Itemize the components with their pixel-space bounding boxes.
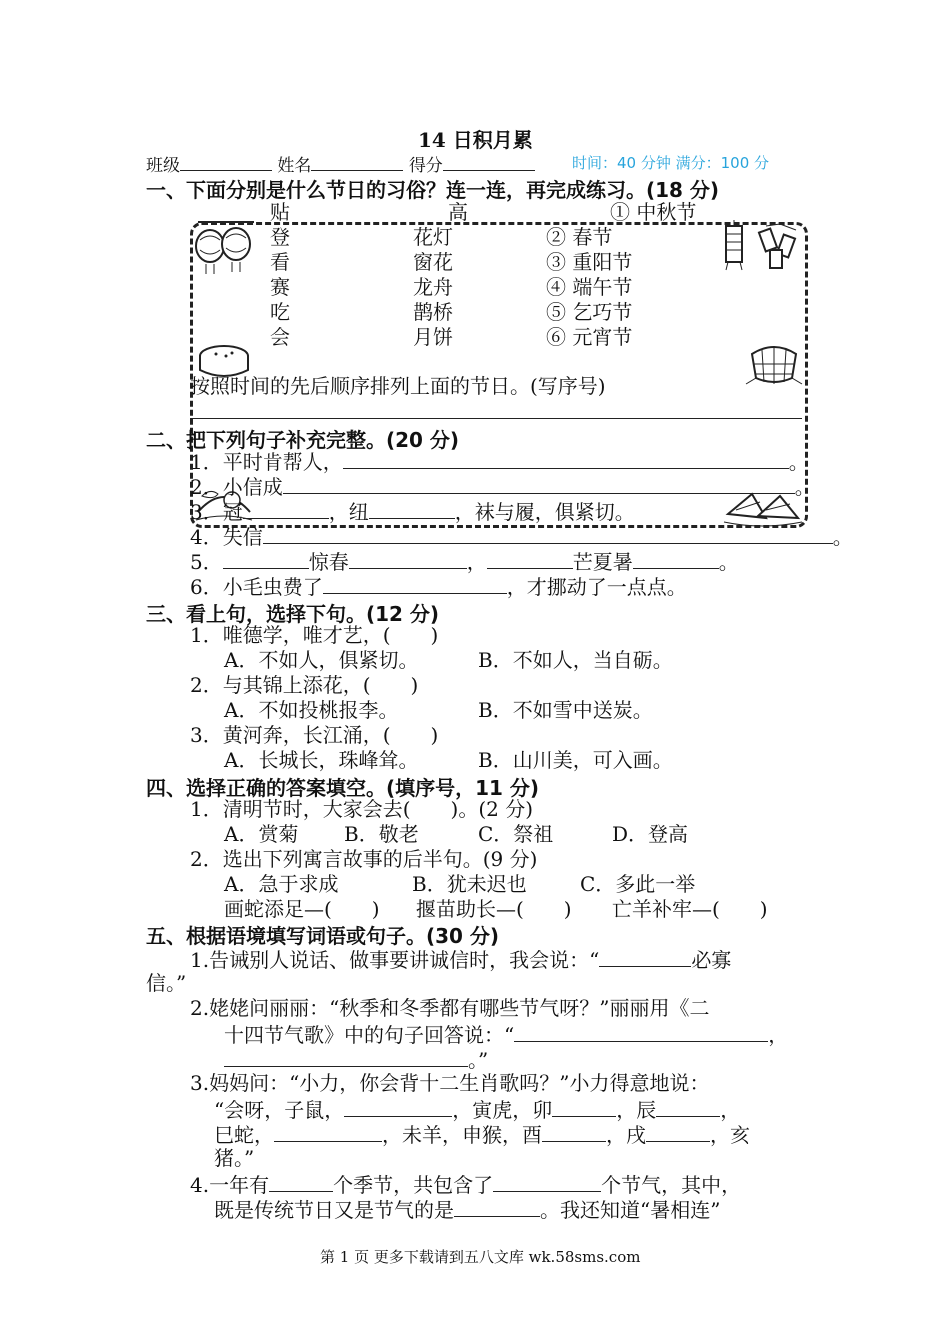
s5-q4-line-2 <box>214 1196 720 1223</box>
match-word: 贴 <box>270 200 290 224</box>
section-5-heading: 五、根据语境填写词语或句子。(30 分) <box>146 924 500 948</box>
match-word: 看 <box>270 250 290 274</box>
time-score-info: 时间：40 分钟 满分：100 分 <box>572 154 770 172</box>
lantern-icon <box>192 218 262 276</box>
s4-q1-option: D．登高 <box>612 822 689 846</box>
score-blank[interactable] <box>443 150 535 171</box>
s2-q2-blank[interactable] <box>283 473 795 494</box>
s5-q3-text-b: “会呀，子鼠， <box>214 1098 345 1122</box>
match-col-1 <box>270 200 290 350</box>
s3-q3-option-a: A．长城长，珠峰耸。 <box>224 748 419 772</box>
match-word: 高 <box>448 200 468 224</box>
match-col-3 <box>546 200 696 350</box>
score-label: 得分 <box>408 156 443 176</box>
s5-q3-text-c: ，寅虎，卯 <box>452 1098 553 1122</box>
match-word: 登 <box>270 225 290 249</box>
s2-q4-text: 4．失信 <box>190 525 263 549</box>
section-4-heading: 四、选择正确的答案填空。(填序号，11 分) <box>146 776 540 800</box>
s4-q1-option: A．赏菊 <box>224 822 299 846</box>
s2-q1 <box>190 448 809 475</box>
s2-q4 <box>190 523 853 550</box>
name-blank[interactable] <box>311 150 403 171</box>
s3-q2-option-a: A．不如投桃报李。 <box>224 698 399 722</box>
s5-q4-text-e: 。我还知道“暑相连” <box>540 1198 721 1222</box>
s3-q3: 3．黄河奔，长江涌，( ) <box>190 723 439 747</box>
match-word: 花灯 <box>413 225 453 249</box>
festival-option: ① 中秋节 <box>610 200 697 224</box>
lantern-basket-icon <box>742 340 806 390</box>
order-answer-line[interactable] <box>190 418 802 419</box>
festival-option: ② 春节 <box>546 225 613 249</box>
s5-q3-line-2 <box>214 1096 740 1123</box>
s2-q6-text-a: 6．小毛虫费了 <box>190 575 323 599</box>
s2-q2-end: 。 <box>794 475 815 499</box>
s4-q2-blank: 揠苗助长—( ) <box>416 897 572 921</box>
s5-q1-line-1 <box>190 946 731 973</box>
s2-q2-text: 2．小信成 <box>190 475 283 499</box>
s5-q3-text-h: ，戌 <box>606 1123 646 1147</box>
s5-q2-blank-1[interactable] <box>514 1021 768 1042</box>
s4-q2-option: C．多此一举 <box>580 872 696 896</box>
s4-q2-option: A．急于求成 <box>224 872 339 896</box>
student-info-line <box>146 150 535 176</box>
match-word: 窗花 <box>413 250 453 274</box>
s5-q2-line-3 <box>224 1046 488 1073</box>
s3-q1: 1．唯德学，唯才艺，( ) <box>190 623 439 647</box>
s2-q5-text-e: 。 <box>718 550 739 574</box>
s5-q3-blank-6[interactable] <box>646 1121 710 1142</box>
s5-q3-line-1: 3.妈妈问：“小力，你会背十二生肖歌吗？”小力得意地说： <box>190 1071 710 1095</box>
s2-q5-text-b: 惊春 <box>308 550 349 574</box>
s3-q1-option-b: B．不如人，当自砺。 <box>478 648 673 672</box>
s5-q1-line-2: 信。” <box>146 971 187 995</box>
s5-q3-text-e: ， <box>720 1098 741 1122</box>
s5-q2-text-b: 十四节气歌》中的句子回答说：“ <box>224 1023 515 1047</box>
s3-q2-option-b: B．不如雪中送炭。 <box>478 698 653 722</box>
s4-q2: 2．选出下列寓言故事的后半句。(9 分) <box>190 847 538 871</box>
s2-q5-blank-2[interactable] <box>349 548 467 569</box>
section-3-heading: 三、看上句，选择下句。(12 分) <box>146 602 440 626</box>
s2-q3-text-c: ，袜与履，俱紧切。 <box>454 500 635 524</box>
page-footer: 第 1 页 更多下载请到五八文库 wk.58sms.com <box>320 1248 641 1266</box>
festival-option: ⑤ 乞巧节 <box>546 300 633 324</box>
s5-q3-text-i: ，亥 <box>710 1123 750 1147</box>
s5-q2-blank-2[interactable] <box>224 1046 468 1067</box>
s2-q2 <box>190 473 815 500</box>
s5-q3-line-3 <box>214 1121 750 1148</box>
s5-q4-text-a: 4.一年有 <box>190 1173 270 1197</box>
s5-q3-text-f: 巳蛇， <box>214 1123 274 1147</box>
s4-q2-blank: 亡羊补牢—( ) <box>612 897 768 921</box>
s4-q1-option: C．祭祖 <box>478 822 554 846</box>
s5-q2-text-c: ， <box>768 1023 789 1047</box>
festival-option: ③ 重阳节 <box>546 250 633 274</box>
s5-q3-text-d: ，辰 <box>616 1098 657 1122</box>
match-word: 赛 <box>270 275 290 299</box>
match-word: 吃 <box>270 300 290 324</box>
s5-q3-blank-3[interactable] <box>656 1096 720 1117</box>
s5-q4-text-d: 既是传统节日又是节气的是 <box>214 1198 454 1222</box>
s5-q4-blank-2[interactable] <box>493 1171 601 1192</box>
s5-q2-line-1: 2.姥姥问丽丽：“秋季和冬季都有哪些节气呀？”丽丽用《二 <box>190 996 710 1020</box>
s5-q1-text-b: 必寡 <box>691 948 732 972</box>
s3-q3-option-b: B．山川美，可入画。 <box>478 748 673 772</box>
order-instruction: 按照时间的先后顺序排列上面的节日。(写序号) <box>190 374 606 398</box>
s2-q1-blank[interactable] <box>343 448 789 469</box>
s4-q1: 1．清明节时，大家会去( )。(2 分) <box>190 797 534 821</box>
s4-q1-option: B．敬老 <box>344 822 419 846</box>
s2-q3-blank-2[interactable] <box>369 498 455 519</box>
match-word: 鹊桥 <box>413 300 453 324</box>
s2-q6-text-b: ，才挪动了一点点。 <box>506 575 687 599</box>
firecracker-icon <box>720 220 750 272</box>
s5-q1-text-a: 1.告诫别人说话、做事要讲诚信时，我会说：“ <box>190 948 600 972</box>
s5-q3-line-4: 猪。” <box>214 1146 255 1170</box>
s5-q3-blank-2[interactable] <box>552 1096 616 1117</box>
s4-q2-option: B．犹未迟也 <box>412 872 527 896</box>
match-word: 月饼 <box>413 325 453 349</box>
s5-q4-blank-1[interactable] <box>269 1171 333 1192</box>
s2-q1-text: 1．平时肯帮人， <box>190 450 343 474</box>
festival-option: ⑥ 元宵节 <box>546 325 633 349</box>
s2-q5-text-a: 5． <box>190 550 223 574</box>
s5-q2-text-d: 。” <box>468 1048 489 1072</box>
s5-q4-text-c: 个节气，其中， <box>601 1173 742 1197</box>
s2-q6 <box>190 573 687 600</box>
festival-option: ④ 端午节 <box>546 275 633 299</box>
match-word: 龙舟 <box>413 275 453 299</box>
s2-q4-end: 。 <box>832 525 853 549</box>
s5-q3-text-g: ，未羊，申猴，酉 <box>382 1123 542 1147</box>
s5-q1-blank[interactable] <box>599 946 691 967</box>
s5-q3-blank-4[interactable] <box>274 1121 382 1142</box>
s2-q6-blank[interactable] <box>323 573 507 594</box>
s2-q3-text-b: ，纽 <box>328 500 369 524</box>
s2-q3-blank-1[interactable] <box>243 498 329 519</box>
s2-q5-text-d: 芒夏暑 <box>572 550 633 574</box>
s5-q3-blank-1[interactable] <box>344 1096 452 1117</box>
match-col-2 <box>413 200 468 350</box>
s2-q1-end: 。 <box>788 450 809 474</box>
s5-q2-line-2 <box>224 1021 788 1048</box>
name-label: 姓名 <box>277 156 312 176</box>
s2-q3 <box>190 498 635 525</box>
s2-q5 <box>190 548 739 575</box>
s2-q5-blank-4[interactable] <box>633 548 719 569</box>
s2-q5-blank-3[interactable] <box>487 548 573 569</box>
page-title: 14 日积月累 <box>418 128 533 152</box>
s5-q4-text-b: 个季节，共包含了 <box>333 1173 494 1197</box>
s4-q2-blank: 画蛇添足—( ) <box>224 897 380 921</box>
s3-q1-option-a: A．不如人，俱紧切。 <box>224 648 419 672</box>
match-word: 会 <box>270 325 290 349</box>
s2-q4-blank[interactable] <box>263 523 833 544</box>
section-1-heading: 一、下面分别是什么节日的习俗？连一连，再完成练习。(18 分) <box>146 178 720 202</box>
s5-q4-blank-3[interactable] <box>454 1196 540 1217</box>
s5-q4-line-1 <box>190 1171 741 1198</box>
section-2-heading: 二、把下列句子补充完整。(20 分) <box>146 428 460 452</box>
s3-q2: 2．与其锦上添花，( ) <box>190 673 419 697</box>
s5-q3-blank-5[interactable] <box>542 1121 606 1142</box>
class-label: 班级 <box>146 156 180 176</box>
s2-q3-text-a: 3．冠 <box>190 500 243 524</box>
s2-q5-blank-1[interactable] <box>223 548 309 569</box>
firecracker-string-icon <box>756 222 804 272</box>
class-blank[interactable] <box>180 150 272 171</box>
s2-q5-text-c: ， <box>466 550 487 574</box>
